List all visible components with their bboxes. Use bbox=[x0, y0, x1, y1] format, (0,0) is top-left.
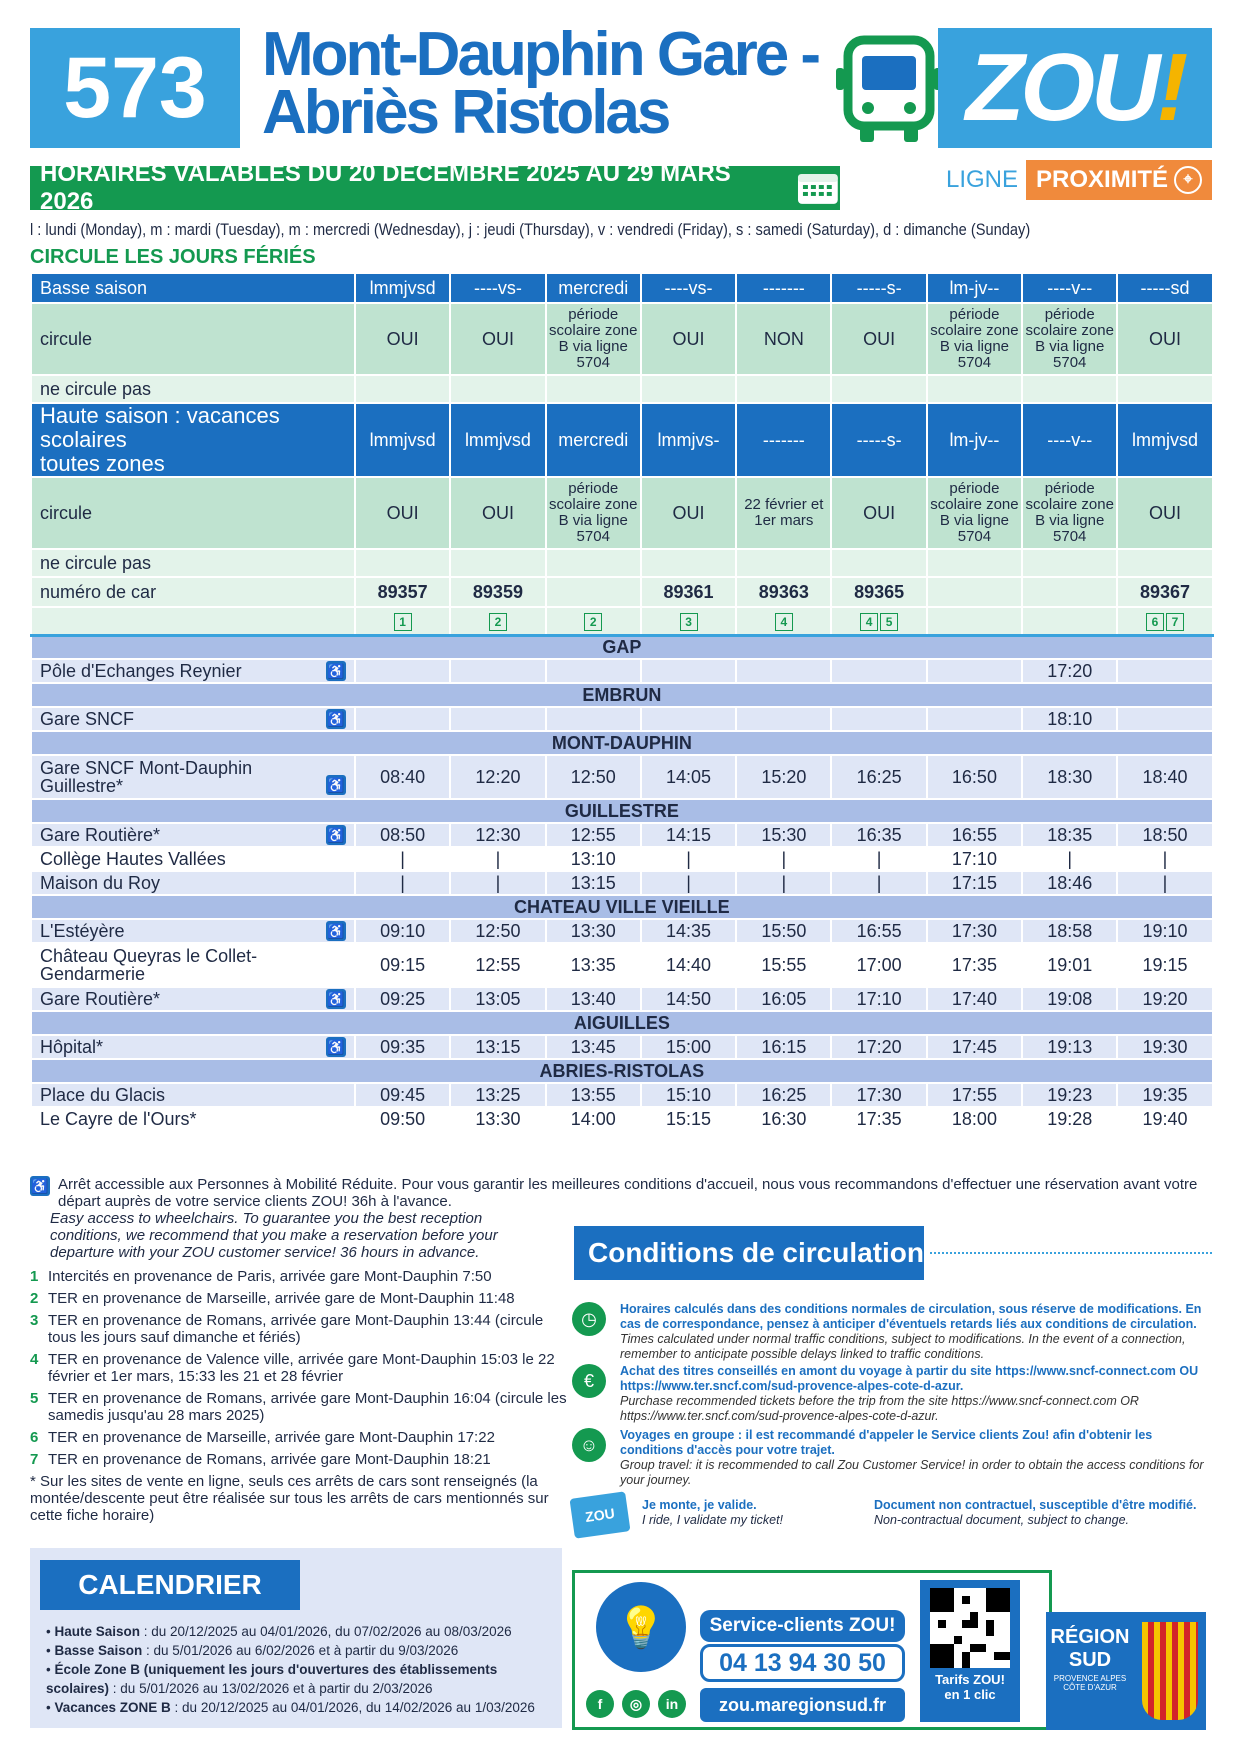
haute-days-col-6: lm-jv-- bbox=[927, 403, 1022, 477]
footnote-item: 4 TER en provenance de Valence ville, arrivée gare Mont-Dauphin 15:03 le 22 février et 1er mars, 15:33 les 21 et 28 février bbox=[30, 1351, 555, 1385]
stop-time: 13:05 bbox=[450, 987, 545, 1011]
footnote-ref-col-1 bbox=[450, 607, 545, 635]
stop-time: 13:45 bbox=[546, 1035, 641, 1059]
stop-time bbox=[927, 707, 1022, 731]
basse-ne-circule-col-5 bbox=[831, 375, 926, 403]
stop-time: 13:35 bbox=[546, 943, 641, 987]
car-number-col-6 bbox=[927, 577, 1022, 607]
stop-time: 19:23 bbox=[1022, 1083, 1117, 1107]
haute-days-col-7: ----v-- bbox=[1022, 403, 1117, 477]
haute-circule-col-1: OUI bbox=[450, 477, 545, 549]
basse-season-label: Basse saison bbox=[31, 273, 355, 303]
stop-time: 18:40 bbox=[1117, 755, 1212, 799]
condition-item-1: € Achat des titres conseillés en amont du voyage à partir du site https://www.sncf-connect.com OU https://www.ter.sncf.com/sud-provence-alpes-cote-d-azur. Purchase recommended tickets before the trip from the site https://www.sncf-connect.com OR https://www.ter.sncf.com/sud-provence-alpes-cote-d-azur. bbox=[572, 1364, 1212, 1424]
stop-time: 17:45 bbox=[927, 1035, 1022, 1059]
stop-time: 15:50 bbox=[736, 919, 831, 943]
stop-time: 17:35 bbox=[831, 1107, 926, 1131]
stop-time bbox=[831, 659, 926, 683]
calendar-list bbox=[46, 1622, 556, 1717]
haute-circule-col-0: OUI bbox=[355, 477, 450, 549]
stop-time: 09:35 bbox=[355, 1035, 450, 1059]
stop-time: 13:30 bbox=[546, 919, 641, 943]
stop-time: 15:00 bbox=[641, 1035, 736, 1059]
stop-time: 17:20 bbox=[1022, 659, 1117, 683]
stop-time: 17:30 bbox=[831, 1083, 926, 1107]
stop-time: 13:15 bbox=[450, 1035, 545, 1059]
stop-time: 18:46 bbox=[1022, 871, 1117, 895]
stop-time: | bbox=[355, 871, 450, 895]
stop-time: | bbox=[1117, 871, 1212, 895]
holidays-note: CIRCULE LES JOURS FÉRIÉS bbox=[30, 246, 316, 268]
haute-days-col-1: lmmjvsd bbox=[450, 403, 545, 477]
wheelchair-icon: ♿ bbox=[327, 991, 345, 1007]
proximite-label: PROXIMITÉ bbox=[1036, 166, 1169, 193]
haute-ne-circule-col-5 bbox=[831, 549, 926, 577]
footnote-ref: 5 bbox=[880, 613, 898, 631]
title-line-2: Abriès Ristolas bbox=[262, 78, 669, 147]
haute-ne-circule-col-1 bbox=[450, 549, 545, 577]
basse-days-col-6: lm-jv-- bbox=[927, 273, 1022, 303]
stop-time: 15:55 bbox=[736, 943, 831, 987]
ticket-icon: ZOU bbox=[569, 1491, 630, 1538]
stop-time: 17:00 bbox=[831, 943, 926, 987]
haute-circule-col-4: 22 février et 1er mars bbox=[736, 477, 831, 549]
basse-ne-circule-col-0 bbox=[355, 375, 450, 403]
haute-circule-col-7: période scolaire zone B via ligne 5704 bbox=[1022, 477, 1117, 549]
haute-ne-circule-col-7 bbox=[1022, 549, 1117, 577]
haute-days-col-2: mercredi bbox=[546, 403, 641, 477]
stop-time bbox=[641, 707, 736, 731]
footnote-ref-col-4 bbox=[736, 607, 831, 635]
stop-time: 09:25 bbox=[355, 987, 450, 1011]
region-sud-logo: RÉGION SUD PROVENCE ALPES CÔTE D'AZUR bbox=[1046, 1612, 1206, 1730]
stop-group-4: CHATEAU VILLE VIEILLE bbox=[31, 895, 1213, 919]
contract-note: Document non contractuel, susceptible d'être modifié. Non-contractual document, subject to change. bbox=[874, 1498, 1197, 1527]
condition-item-0: ◷ Horaires calculés dans des conditions normales de circulation, sous réserve de modifications. En cas de correspondance, pensez à anticiper d'éventuels retards liés aux conditions de circulation. Times calculated under normal traffic conditions, subject to modifications. In the event of a connection, remember to anticipate possible delays linked to traffic conditions. bbox=[572, 1302, 1212, 1362]
footnote-ref: 4 bbox=[860, 613, 878, 631]
stop-time bbox=[1117, 707, 1212, 731]
stop-time: 19:35 bbox=[1117, 1083, 1212, 1107]
qr-label-1: Tarifs ZOU! bbox=[935, 1672, 1005, 1687]
basse-circule-col-8: OUI bbox=[1117, 303, 1212, 375]
stop-time: 17:10 bbox=[831, 987, 926, 1011]
pmr-note-en: Easy access to wheelchairs. To guarantee you the best reception conditions, we recommend that you make a reservation before your departure with your ZOU customer service! 36 hours in advance. bbox=[50, 1210, 498, 1261]
footnote-item: 3 TER en provenance de Romans, arrivée gare Mont-Dauphin 13:44 (circule tous les jours sauf dimanche et fériés) bbox=[30, 1312, 544, 1346]
basse-circule-col-1: OUI bbox=[450, 303, 545, 375]
stop-name: Pôle d'Echanges Reynier ♿ bbox=[31, 659, 355, 683]
basse-circule-col-6: période scolaire zone B via ligne 5704 bbox=[927, 303, 1022, 375]
stop-time: 12:55 bbox=[450, 943, 545, 987]
footnote-ref: 1 bbox=[394, 613, 412, 631]
stop-group-1: EMBRUN bbox=[31, 683, 1213, 707]
wheelchair-icon: ♿ bbox=[327, 923, 345, 939]
basse-circule-label: circule bbox=[31, 303, 355, 375]
stop-time: 16:50 bbox=[927, 755, 1022, 799]
footnote-ref-col-6 bbox=[927, 607, 1022, 635]
stop-time: 19:28 bbox=[1022, 1107, 1117, 1131]
stop-time: 17:15 bbox=[927, 871, 1022, 895]
line-number-badge: 573 bbox=[30, 28, 240, 148]
stop-time bbox=[355, 707, 450, 731]
footnote-ref: 3 bbox=[680, 613, 698, 631]
stop-name: Place du Glacis bbox=[31, 1083, 355, 1107]
stop-time: 09:15 bbox=[355, 943, 450, 987]
stop-time bbox=[355, 659, 450, 683]
stop-time: 13:15 bbox=[546, 871, 641, 895]
footnotes bbox=[30, 1268, 570, 1524]
stop-time: 17:20 bbox=[831, 1035, 926, 1059]
stop-name: Château Queyras le Collet-Gendarmerie bbox=[31, 943, 355, 987]
stop-name: Gare Routière* ♿ bbox=[31, 987, 355, 1011]
condition-item-2: ☺ Voyages en groupe : il est recommandé d'appeler le Service clients Zou! afin d'obtenir les conditions d'accès pour votre trajet. Group travel: it is recommended to call Zou Customer Service! in order to obtain the access conditions for your journey. bbox=[572, 1428, 1212, 1488]
calendar-item: • Haute Saison : du 20/12/2025 au 04/01/2026, du 07/02/2026 au 08/03/2026 bbox=[46, 1624, 512, 1639]
stop-time: 12:30 bbox=[450, 823, 545, 847]
stop-time: 13:55 bbox=[546, 1083, 641, 1107]
footnote-ref-col-0 bbox=[355, 607, 450, 635]
haute-ne-circule-label: ne circule pas bbox=[31, 549, 355, 577]
stop-time bbox=[450, 707, 545, 731]
stop-time: 16:05 bbox=[736, 987, 831, 1011]
stop-time: 15:30 bbox=[736, 823, 831, 847]
wheelchair-icon: ♿ bbox=[327, 711, 345, 727]
car-number-col-7 bbox=[1022, 577, 1117, 607]
stop-time: 13:25 bbox=[450, 1083, 545, 1107]
footnote-item: 7 TER en provenance de Romans, arrivée gare Mont-Dauphin 18:21 bbox=[30, 1451, 491, 1468]
stop-time: 08:50 bbox=[355, 823, 450, 847]
validate-note: Je monte, je valide. I ride, I validate my ticket! bbox=[642, 1498, 784, 1527]
stop-time: 19:40 bbox=[1117, 1107, 1212, 1131]
stop-time: 15:20 bbox=[736, 755, 831, 799]
basse-days-col-7: ----v-- bbox=[1022, 273, 1117, 303]
stop-name: Maison du Roy bbox=[31, 871, 355, 895]
stop-time: 14:05 bbox=[641, 755, 736, 799]
stop-time: 08:40 bbox=[355, 755, 450, 799]
title-line-1: Mont-Dauphin Gare - bbox=[262, 20, 819, 89]
stop-time: | bbox=[450, 847, 545, 871]
car-number-col-3: 89361 bbox=[641, 577, 736, 607]
basse-ne-circule-col-8 bbox=[1117, 375, 1212, 403]
car-number-col-5: 89365 bbox=[831, 577, 926, 607]
haute-season-label: Haute saison : vacances scolaires toutes zones bbox=[31, 403, 355, 477]
star-note: * Sur les sites de vente en ligne, seuls ces arrêts de cars sont renseignés (la montée/descente peut être réalisée sur tous les arrêts de cars mentionnés sur cette fiche horaire) bbox=[30, 1473, 549, 1524]
stop-time: 16:55 bbox=[831, 919, 926, 943]
basse-circule-col-2: période scolaire zone B via ligne 5704 bbox=[546, 303, 641, 375]
lightbulb-icon: 💡 bbox=[596, 1582, 686, 1672]
stop-time: 17:10 bbox=[927, 847, 1022, 871]
stop-time bbox=[450, 659, 545, 683]
stop-time: 09:45 bbox=[355, 1083, 450, 1107]
haute-ne-circule-col-3 bbox=[641, 549, 736, 577]
stop-time: | bbox=[450, 871, 545, 895]
stop-time bbox=[736, 707, 831, 731]
service-label: Service-clients ZOU! bbox=[700, 1610, 905, 1642]
stop-time: | bbox=[736, 871, 831, 895]
stop-time: | bbox=[1117, 847, 1212, 871]
stop-time: 19:30 bbox=[1117, 1035, 1212, 1059]
basse-days-col-5: -----s- bbox=[831, 273, 926, 303]
wheelchair-icon: ♿ bbox=[327, 777, 345, 793]
stop-time: 19:10 bbox=[1117, 919, 1212, 943]
bus-icon bbox=[834, 34, 944, 146]
stop-time: 16:35 bbox=[831, 823, 926, 847]
footnote-ref-col-2 bbox=[546, 607, 641, 635]
stop-time: 17:30 bbox=[927, 919, 1022, 943]
stop-name: Gare SNCF Mont-Dauphin Guillestre* ♿ bbox=[31, 755, 355, 799]
calendar-title: CALENDRIER bbox=[40, 1560, 300, 1610]
stop-time: 16:25 bbox=[736, 1083, 831, 1107]
stop-time: 14:50 bbox=[641, 987, 736, 1011]
stop-time: 18:58 bbox=[1022, 919, 1117, 943]
car-number-col-4: 89363 bbox=[736, 577, 831, 607]
stop-time: 17:35 bbox=[927, 943, 1022, 987]
basse-ne-circule-col-3 bbox=[641, 375, 736, 403]
car-number-col-2 bbox=[546, 577, 641, 607]
stop-time: 12:50 bbox=[450, 919, 545, 943]
instagram-icon[interactable]: ◎ bbox=[622, 1690, 650, 1718]
calendar-item: • École Zone B (uniquement les jours d'ouvertures des établissements scolaires) : du 5/01/2026 au 13/02/2026 et à partir du 2/03/2026 bbox=[46, 1662, 498, 1696]
stop-time: 13:40 bbox=[546, 987, 641, 1011]
wheelchair-icon: ♿ bbox=[31, 1178, 49, 1194]
validity-banner bbox=[30, 160, 840, 215]
footnote-ref-col-3 bbox=[641, 607, 736, 635]
footnote-ref: 7 bbox=[1166, 613, 1184, 631]
basse-days-col-0: lmmjvsd bbox=[355, 273, 450, 303]
stop-time: 09:10 bbox=[355, 919, 450, 943]
stop-time: 14:40 bbox=[641, 943, 736, 987]
car-number-label: numéro de car bbox=[31, 577, 355, 607]
footnote-ref-col-7 bbox=[1022, 607, 1117, 635]
stop-time: 17:55 bbox=[927, 1083, 1022, 1107]
wheelchair-icon: ♿ bbox=[327, 1039, 345, 1055]
stop-time: 12:20 bbox=[450, 755, 545, 799]
haute-circule-col-5: OUI bbox=[831, 477, 926, 549]
basse-ne-circule-col-4 bbox=[736, 375, 831, 403]
qr-code-icon bbox=[930, 1588, 1010, 1668]
stop-time: 09:50 bbox=[355, 1107, 450, 1131]
calendar-icon bbox=[796, 170, 840, 206]
linkedin-icon[interactable]: in bbox=[658, 1690, 686, 1718]
zou-logo: ZOU ! bbox=[938, 28, 1212, 148]
footnote-ref-col-8 bbox=[1117, 607, 1212, 635]
social-links bbox=[586, 1690, 696, 1718]
stop-time: 14:35 bbox=[641, 919, 736, 943]
basse-days-col-1: ----vs- bbox=[450, 273, 545, 303]
basse-ne-circule-col-7 bbox=[1022, 375, 1117, 403]
clock-icon: ◷ bbox=[572, 1302, 606, 1336]
haute-circule-col-6: période scolaire zone B via ligne 5704 bbox=[927, 477, 1022, 549]
stop-name: Gare Routière* ♿ bbox=[31, 823, 355, 847]
basse-days-col-8: -----sd bbox=[1117, 273, 1212, 303]
basse-ne-circule-col-2 bbox=[546, 375, 641, 403]
haute-ne-circule-col-6 bbox=[927, 549, 1022, 577]
haute-days-col-4: ------- bbox=[736, 403, 831, 477]
haute-ne-circule-col-8 bbox=[1117, 549, 1212, 577]
stop-time: 16:15 bbox=[736, 1035, 831, 1059]
calendar-item: • Vacances ZONE B : du 20/12/2025 au 04/01/2026, du 14/02/2026 au 1/03/2026 bbox=[46, 1700, 535, 1715]
basse-ne-circule-col-1 bbox=[450, 375, 545, 403]
service-site-link[interactable]: zou.maregionsud.fr bbox=[700, 1688, 905, 1722]
region-crest-icon bbox=[1142, 1622, 1198, 1720]
footnote-ref: 2 bbox=[489, 613, 507, 631]
basse-circule-col-5: OUI bbox=[831, 303, 926, 375]
ligne-label: LIGNE bbox=[946, 166, 1019, 193]
wheelchair-icon: ♿ bbox=[327, 827, 345, 843]
stop-time: | bbox=[355, 847, 450, 871]
stop-time: 19:08 bbox=[1022, 987, 1117, 1011]
car-number-col-8: 89367 bbox=[1117, 577, 1212, 607]
basse-ne-circule-label: ne circule pas bbox=[31, 375, 355, 403]
footnote-ref-label bbox=[31, 607, 355, 635]
stop-time: | bbox=[831, 847, 926, 871]
basse-circule-col-3: OUI bbox=[641, 303, 736, 375]
stop-name: Hôpital* ♿ bbox=[31, 1035, 355, 1059]
stop-time: 13:30 bbox=[450, 1107, 545, 1131]
stop-time: 18:10 bbox=[1022, 707, 1117, 731]
validity-text: HORAIRES VALABLES DU 20 DECEMBRE 2025 AU 29 MARS 2026 bbox=[40, 160, 731, 215]
footnote-ref: 2 bbox=[584, 613, 602, 631]
service-phone[interactable]: 04 13 94 30 50 bbox=[700, 1644, 905, 1682]
stop-group-6: ABRIES-RISTOLAS bbox=[31, 1059, 1213, 1083]
basse-circule-col-0: OUI bbox=[355, 303, 450, 375]
pmr-note-fr: Arrêt accessible aux Personnes à Mobilité Réduite. Pour vous garantir les meilleures conditions d'accueil, nous vous recommandons d'effectuer une réservation avant votre départ auprès de votre service clients ZOU! 36h à l'avance. bbox=[58, 1176, 1198, 1210]
conditions-divider bbox=[930, 1252, 1212, 1254]
haute-days-col-5: -----s- bbox=[831, 403, 926, 477]
day-key: l : lundi (Monday), m : mardi (Tuesday), m : mercredi (Wednesday), j : jeudi (Thursday), v : vendredi (Friday), s : samedi (Saturday), d : dimanche (Sunday) bbox=[30, 220, 1031, 239]
basse-circule-col-7: période scolaire zone B via ligne 5704 bbox=[1022, 303, 1117, 375]
footnote-item: 6 TER en provenance de Marseille, arrivée gare Mont-Dauphin 17:22 bbox=[30, 1429, 495, 1446]
stop-time: 16:55 bbox=[927, 823, 1022, 847]
haute-ne-circule-col-4 bbox=[736, 549, 831, 577]
stop-time: 19:13 bbox=[1022, 1035, 1117, 1059]
stop-time: 16:30 bbox=[736, 1107, 831, 1131]
basse-circule-col-4: NON bbox=[736, 303, 831, 375]
haute-days-col-8: lmmjvsd bbox=[1117, 403, 1212, 477]
stop-time: 18:50 bbox=[1117, 823, 1212, 847]
wheelchair-icon: ♿ bbox=[327, 663, 345, 679]
haute-ne-circule-col-0 bbox=[355, 549, 450, 577]
stop-time: 18:00 bbox=[927, 1107, 1022, 1131]
haute-circule-label: circule bbox=[31, 477, 355, 549]
calendar-item: • Basse Saison : du 5/01/2026 au 6/02/2026 et à partir du 9/03/2026 bbox=[46, 1643, 459, 1658]
group-icon: ☺ bbox=[572, 1428, 606, 1462]
euro-icon: € bbox=[572, 1364, 606, 1398]
stop-group-0: GAP bbox=[31, 635, 1213, 659]
haute-circule-col-2: période scolaire zone B via ligne 5704 bbox=[546, 477, 641, 549]
stop-group-2: MONT-DAUPHIN bbox=[31, 731, 1213, 755]
car-number-col-0: 89357 bbox=[355, 577, 450, 607]
stop-time bbox=[831, 707, 926, 731]
stop-name: L'Estéyère ♿ bbox=[31, 919, 355, 943]
stop-time: 12:55 bbox=[546, 823, 641, 847]
haute-circule-col-3: OUI bbox=[641, 477, 736, 549]
stop-name: Gare SNCF ♿ bbox=[31, 707, 355, 731]
page-title bbox=[262, 20, 822, 147]
stop-time: 14:15 bbox=[641, 823, 736, 847]
footnote-item: 1 Intercités en provenance de Paris, arrivée gare Mont-Dauphin 7:50 bbox=[30, 1268, 492, 1285]
stop-time bbox=[1117, 659, 1212, 683]
stop-group-5: AIGUILLES bbox=[31, 1011, 1213, 1035]
footnote-ref-col-5 bbox=[831, 607, 926, 635]
timetable bbox=[30, 272, 1214, 1132]
footnote-item: 5 TER en provenance de Romans, arrivée gare Mont-Dauphin 16:04 (circule les samedis jusqu'au 28 mars 2025) bbox=[30, 1390, 567, 1424]
stop-name: Le Cayre de l'Ours* bbox=[31, 1107, 355, 1131]
haute-circule-col-8: OUI bbox=[1117, 477, 1212, 549]
stop-time bbox=[641, 659, 736, 683]
car-number-col-1: 89359 bbox=[450, 577, 545, 607]
stop-time: | bbox=[736, 847, 831, 871]
stop-time: 15:15 bbox=[641, 1107, 736, 1131]
facebook-icon[interactable]: f bbox=[586, 1690, 614, 1718]
stop-time: | bbox=[641, 871, 736, 895]
qr-label-2: en 1 clic bbox=[944, 1687, 996, 1702]
footnote-ref: 4 bbox=[775, 613, 793, 631]
qr-code-block[interactable] bbox=[920, 1580, 1020, 1722]
haute-days-col-3: lmmjvs- bbox=[641, 403, 736, 477]
stop-time: 19:20 bbox=[1117, 987, 1212, 1011]
ligne-proximite-badge bbox=[938, 160, 1212, 200]
footnote-ref: 6 bbox=[1146, 613, 1164, 631]
stop-time: 15:10 bbox=[641, 1083, 736, 1107]
basse-days-col-4: ------- bbox=[736, 273, 831, 303]
stop-time: 13:10 bbox=[546, 847, 641, 871]
basse-days-col-2: mercredi bbox=[546, 273, 641, 303]
stop-time: 19:15 bbox=[1117, 943, 1212, 987]
stop-time: 14:00 bbox=[546, 1107, 641, 1131]
stop-time bbox=[736, 659, 831, 683]
basse-days-col-3: ----vs- bbox=[641, 273, 736, 303]
stop-time: 12:50 bbox=[546, 755, 641, 799]
stop-time: 18:35 bbox=[1022, 823, 1117, 847]
basse-ne-circule-col-6 bbox=[927, 375, 1022, 403]
stop-time: | bbox=[641, 847, 736, 871]
stop-time: 17:40 bbox=[927, 987, 1022, 1011]
conditions-title: Conditions de circulation bbox=[574, 1226, 924, 1280]
stop-time: 18:30 bbox=[1022, 755, 1117, 799]
stop-name: Collège Hautes Vallées bbox=[31, 847, 355, 871]
stop-time bbox=[927, 659, 1022, 683]
stop-time: 19:01 bbox=[1022, 943, 1117, 987]
haute-days-col-0: lmmjvsd bbox=[355, 403, 450, 477]
map-pin-icon: ⌖ bbox=[1174, 166, 1202, 194]
stop-time: | bbox=[831, 871, 926, 895]
haute-ne-circule-col-2 bbox=[546, 549, 641, 577]
stop-time bbox=[546, 707, 641, 731]
stop-group-3: GUILLESTRE bbox=[31, 799, 1213, 823]
stop-time: 16:25 bbox=[831, 755, 926, 799]
stop-time bbox=[546, 659, 641, 683]
stop-time: | bbox=[1022, 847, 1117, 871]
footnote-item: 2 TER en provenance de Marseille, arrivée gare de Mont-Dauphin 11:48 bbox=[30, 1290, 515, 1307]
